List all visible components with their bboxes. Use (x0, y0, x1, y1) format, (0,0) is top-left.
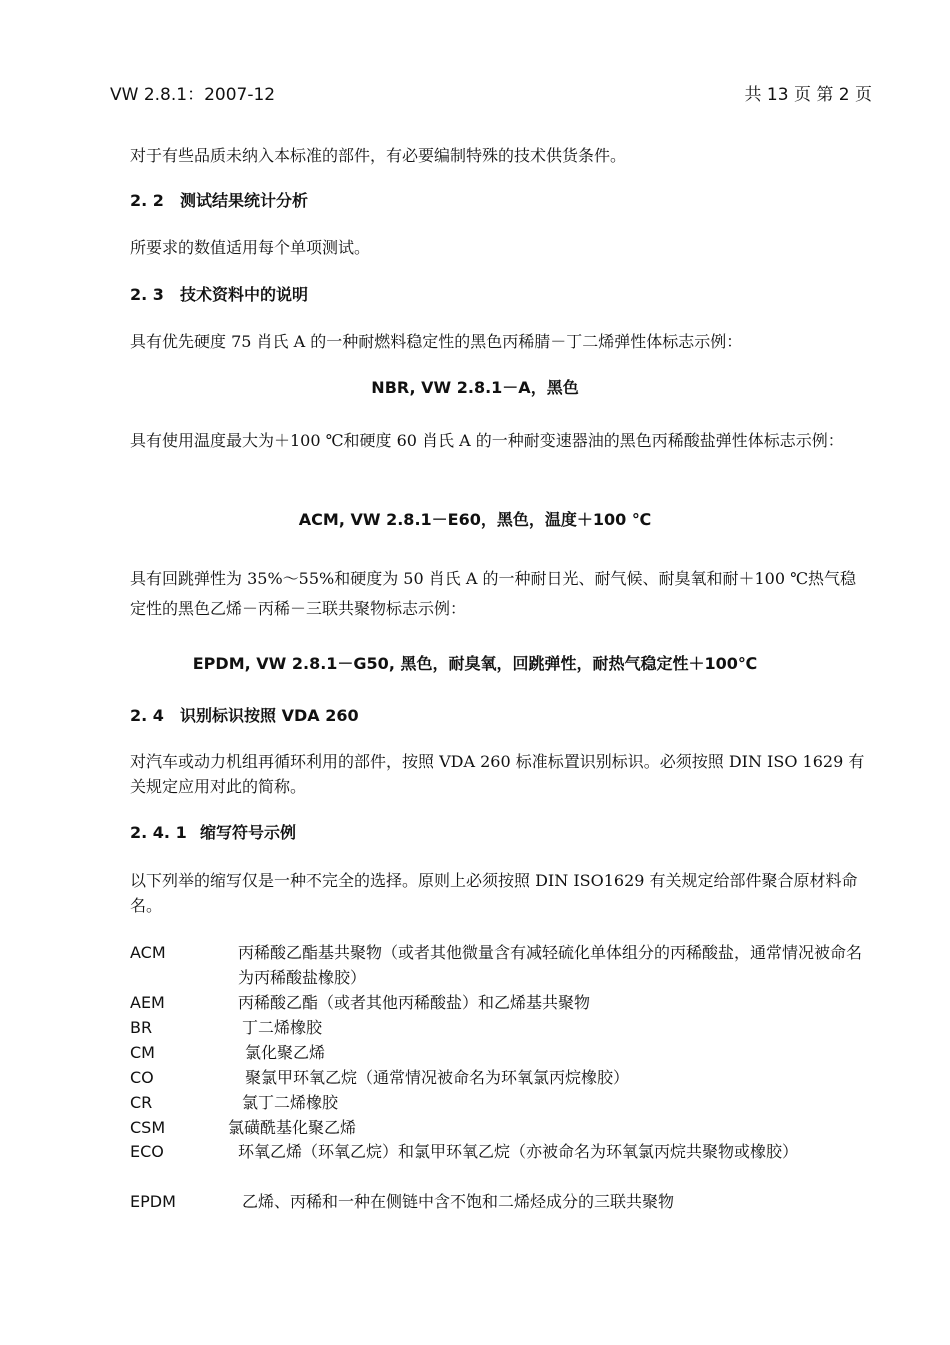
section-title: 识别标识按照 VDA 260 (180, 706, 359, 725)
abbreviation-description: 氯丁二烯橡胶 (242, 1093, 339, 1112)
abbreviation-description: 丙稀酸乙酯（或者其他丙稀酸盐）和乙烯基共聚物 (238, 993, 591, 1012)
example-label-nbr: NBR, VW 2.8.1－A，黑色 (371, 378, 579, 397)
section-2-2-heading (130, 189, 308, 213)
intro-paragraph: 对于有些品质未纳入本标准的部件，有必要编制特殊的技术供货条件。 (130, 146, 627, 165)
section-number: 2. 4. 1 (130, 823, 187, 842)
section-2-3-paragraph-1: 具有优先硬度 75 肖氏 A 的一种耐燃料稳定性的黑色丙稀腈－丁二烯弹性体标志示例： (130, 332, 743, 351)
section-2-4-1-text: 以下列举的缩写仅是一种不完全的选择。原则上必须按照 DIN ISO1629 有关规定给部件聚合原材料命名。 (130, 871, 858, 915)
section-2-2-text: 所要求的数值适用每个单项测试。 (130, 238, 371, 257)
section-2-3-paragraph-3: 具有回跳弹性为 35%～55%和硬度为 50 肖氏 A 的一种耐日光、耐气候、耐臭氧和耐＋100 ℃热气稳定性的黑色乙烯－丙稀－三联共聚物标志示例： (130, 569, 856, 618)
abbreviation-description: 丙稀酸乙酯基共聚物（或者其他微量含有减轻硫化单体组分的丙稀酸盐，通常情况被命名为丙稀酸盐橡胶） (238, 943, 863, 987)
section-number: 2. 4 (130, 706, 164, 725)
abbreviation-code: CSM (130, 1118, 166, 1137)
example-label-epdm: EPDM, VW 2.8.1－G50, 黑色，耐臭氧，回跳弹性，耐热气稳定性＋100℃ (192, 654, 758, 673)
abbreviation-code: BR (130, 1018, 153, 1037)
page-number: 共 13 页 第 2 页 (744, 85, 872, 105)
section-number: 2. 3 (130, 285, 164, 304)
section-title: 技术资料中的说明 (180, 285, 309, 304)
section-number: 2. 2 (130, 191, 164, 210)
section-2-3-paragraph-2: 具有使用温度最大为＋100 ℃和硬度 60 肖氏 A 的一种耐变速器油的黑色丙稀酸盐弹性体标志示例： (130, 431, 844, 450)
abbreviation-code: CM (130, 1043, 155, 1062)
abbreviation-description: 氯磺酰基化聚乙烯 (228, 1118, 357, 1137)
abbreviation-description: 乙烯、丙稀和一种在侧链中含不饱和二烯烃成分的三联共聚物 (242, 1192, 675, 1211)
abbreviation-code: AEM (130, 993, 165, 1012)
abbreviation-code: CR (130, 1093, 153, 1112)
section-2-4-text: 对汽车或动力机组再循环利用的部件，按照 VDA 260 标准标置识别标识。必须按照 DIN ISO 1629 有关规定应用对此的简称。 (130, 752, 865, 796)
page-header (110, 82, 872, 108)
section-title: 缩写符号示例 (200, 823, 297, 842)
section-title: 测试结果统计分析 (180, 191, 309, 210)
abbreviation-code: EPDM (130, 1192, 176, 1211)
abbreviation-description: 环氧乙烯（环氧乙烷）和氯甲环氧乙烷（亦被命名为环氧氯丙烷共聚物或橡胶） (238, 1142, 799, 1161)
section-2-3-heading (130, 283, 308, 307)
abbreviation-code: ACM (130, 943, 166, 962)
abbreviation-description: 丁二烯橡胶 (242, 1018, 323, 1037)
example-label-acm: ACM, VW 2.8.1－E60，黑色，温度＋100 ℃ (298, 510, 652, 529)
abbreviation-code: CO (130, 1068, 154, 1087)
abbreviation-description: 聚氯甲环氧乙烷（通常情况被命名为环氧氯丙烷橡胶） (245, 1068, 630, 1087)
abbreviation-description: 氯化聚乙烯 (245, 1043, 326, 1062)
section-2-4-heading (130, 704, 359, 728)
standard-id: VW 2.8.1：2007-12 (110, 85, 276, 105)
section-2-4-1-heading (130, 821, 296, 845)
abbreviation-code: ECO (130, 1142, 164, 1161)
